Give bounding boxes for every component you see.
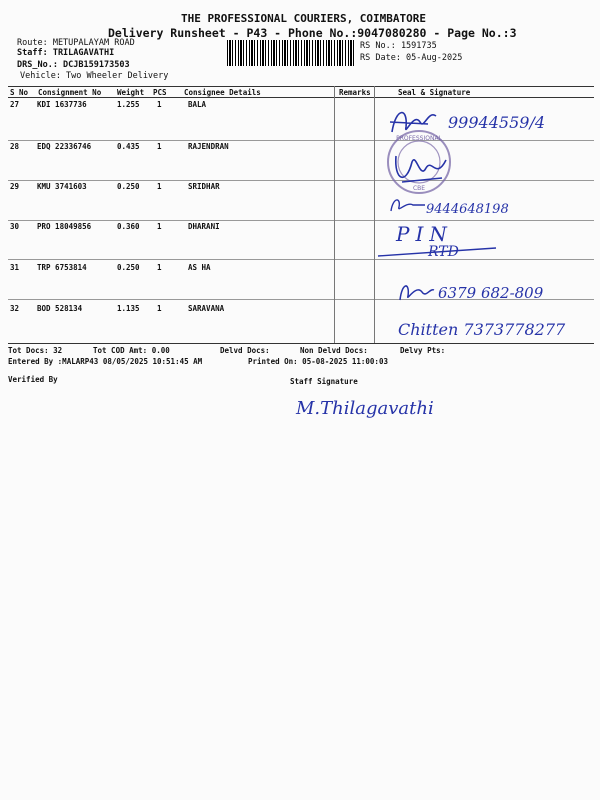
handwritten-name-phone: Chitten 7373778277 <box>398 320 566 339</box>
row-sno: 30 <box>10 222 20 231</box>
handwritten-phone: 99944559/4 <box>448 113 546 132</box>
handwritten-phone: 9444648198 <box>426 202 509 217</box>
staff-label: Staff: TRILAGAVATHI <box>17 48 115 58</box>
non-delivered-docs: Non Delvd Docs: <box>300 346 368 355</box>
row-divider <box>8 140 594 141</box>
row-weight: 0.435 <box>117 142 140 151</box>
rs-number: RS No.: 1591735 <box>360 41 437 51</box>
row-consignment: EDQ 22336746 <box>37 142 92 151</box>
svg-text:PROFESSIONAL: PROFESSIONAL <box>396 135 442 142</box>
row-weight: 0.360 <box>117 222 140 231</box>
row-pcs: 1 <box>157 100 162 109</box>
delivery-points: Delvy Pts: <box>400 346 446 355</box>
runsheet-title: Delivery Runsheet - P43 - Phone No.:9047080280 - Page No.:3 <box>108 26 517 40</box>
col-header-consignment: Consignment No <box>38 88 102 97</box>
row-sno: 28 <box>10 142 20 151</box>
row-consignment: KMU 3741603 <box>37 182 87 191</box>
row-pcs: 1 <box>157 182 162 191</box>
row-sno: 32 <box>10 304 20 313</box>
row-divider <box>8 180 594 181</box>
row-consignee: AS HA <box>188 263 211 272</box>
remarks-column-divider <box>334 86 335 343</box>
staff-signature-label: Staff Signature <box>290 377 358 386</box>
entered-by: Entered By :MALARP43 08/05/2025 10:51:45 AM <box>8 357 203 366</box>
total-docs: Tot Docs: 32 <box>8 346 63 355</box>
signature-scribble <box>389 195 429 215</box>
row-consignment: PRO 18049856 <box>37 222 92 231</box>
delivered-docs: Delvd Docs: <box>220 346 270 355</box>
row-consignee: BALA <box>188 100 207 109</box>
drs-number: DRS_No.: DCJB159173503 <box>17 60 130 70</box>
handwritten-phone: 6379 682-809 <box>438 284 544 302</box>
row-weight: 1.255 <box>117 100 140 109</box>
signature-scribble <box>388 102 448 142</box>
row-sno: 27 <box>10 100 20 109</box>
row-consignee: SARAVANA <box>188 304 225 313</box>
staff-signature: M.Thilagavathi <box>296 398 434 419</box>
row-sno: 29 <box>10 182 20 191</box>
col-header-signature: Seal & Signature <box>398 88 471 97</box>
row-sno: 31 <box>10 263 20 272</box>
row-pcs: 1 <box>157 142 162 151</box>
table-top-border <box>8 86 594 87</box>
rs-date: RS Date: 05-Aug-2025 <box>360 53 463 63</box>
svg-text:CBE: CBE <box>412 185 426 192</box>
total-cod-amount: Tot COD Amt: 0.00 <box>93 346 170 355</box>
row-consignment: KDI 1637736 <box>37 100 87 109</box>
row-weight: 1.135 <box>117 304 140 313</box>
col-header-sno: S No <box>10 88 29 97</box>
signature-scribble <box>392 150 452 190</box>
row-weight: 0.250 <box>117 182 140 191</box>
row-consignment: TRP 6753814 <box>37 263 87 272</box>
row-divider <box>8 259 594 260</box>
col-header-pcs: PCS <box>153 88 167 97</box>
vehicle-label: Vehicle: Two Wheeler Delivery <box>20 71 169 81</box>
handwritten-remark: RTD <box>428 244 459 260</box>
signature-scribble <box>396 278 436 304</box>
company-name: THE PROFESSIONAL COURIERS, COIMBATORE <box>181 12 427 25</box>
row-consignee: DHARANI <box>188 222 220 231</box>
table-header-border <box>8 97 594 98</box>
col-header-remarks: Remarks <box>339 88 371 97</box>
printed-on: Printed On: 05-08-2025 11:00:03 <box>248 357 388 366</box>
route-label: Route: METUPALAYAM ROAD <box>17 38 135 48</box>
col-header-weight: Weight <box>117 88 145 97</box>
row-weight: 0.250 <box>117 263 140 272</box>
signature-column-divider <box>374 86 375 343</box>
row-consignment: BOD 528134 <box>37 304 83 313</box>
verified-by-label: Verified By <box>8 375 58 384</box>
col-header-consignee: Consignee Details <box>184 88 261 97</box>
row-pcs: 1 <box>157 304 162 313</box>
row-consignee: RAJENDRAN <box>188 142 229 151</box>
table-bottom-border <box>8 343 594 344</box>
barcode <box>227 40 355 66</box>
row-pcs: 1 <box>157 222 162 231</box>
row-pcs: 1 <box>157 263 162 272</box>
handwritten-remark: PIN <box>396 222 453 246</box>
row-divider <box>8 220 594 221</box>
row-consignee: SRIDHAR <box>188 182 220 191</box>
